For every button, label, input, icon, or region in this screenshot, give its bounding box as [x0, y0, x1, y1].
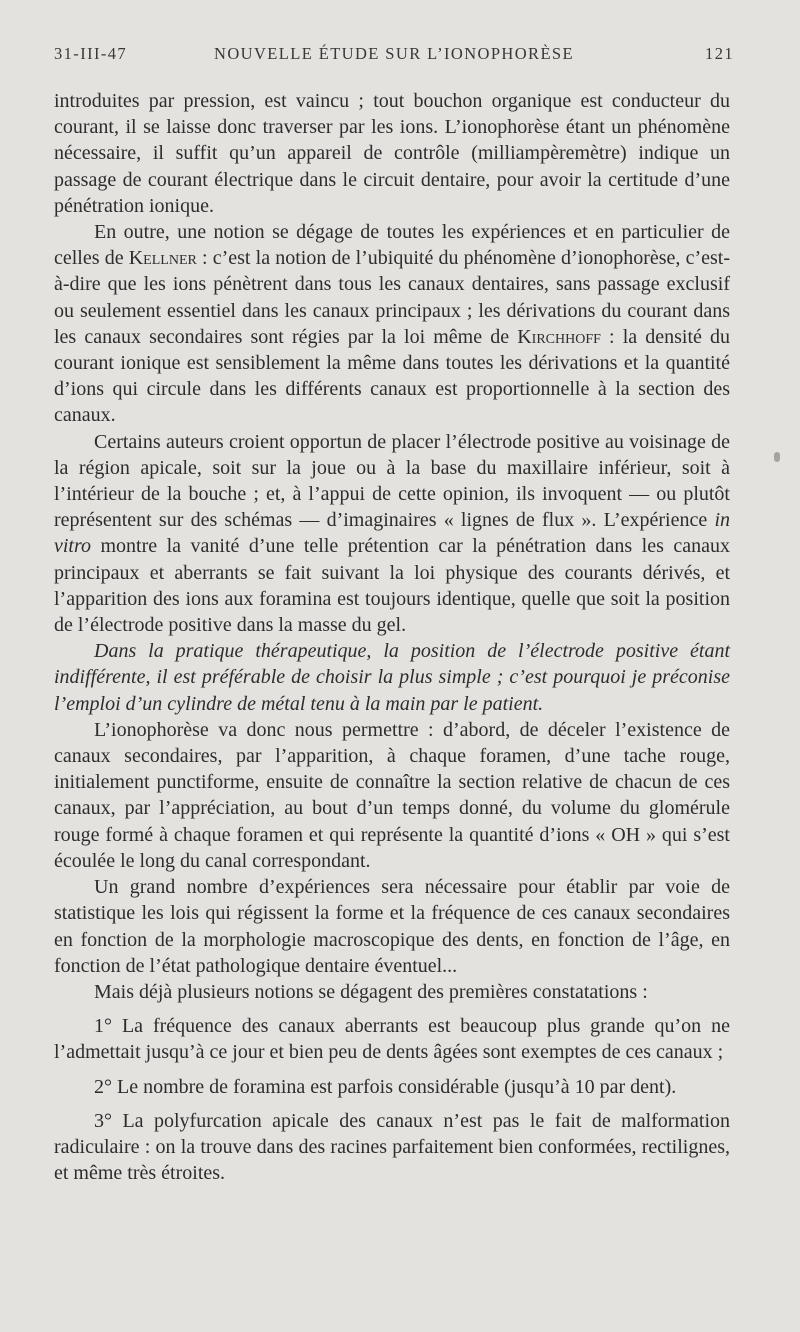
author-name-kirchhoff: Kirchhoff	[517, 325, 601, 348]
paragraph-ionophoresis-use: L’ionophorèse va donc nous permettre : d’abord, de déceler l’existence de canaux secondaires, par l’apparition, à chaque foramen, d’une tache rouge, initialement punctiforme, ensuite de connaître la section relative de chacun de ces canaux, par l’appréciation, au bout d’un temps donné, du volume du glomérule rouge formé à chaque foramen et qui représente la quantité d’ions « OH » qui s’est écoulée le long du canal correspondant.	[54, 718, 730, 872]
paragraph-continuation: introduites par pression, est vaincu ; tout bouchon organique est conducteur du courant, il se laisse donc traverser par les ions. L’ionophorèse étant un phénomène nécessaire, il suffit qu’un appareil de contrôle (milliampèremètre) indique un passage de courant électrique dans le circuit dentaire, pour avoir la certitude d’une pénétration ionique.	[54, 90, 730, 217]
paragraph-ubiquity	[54, 219, 730, 429]
paragraph-therapeutic-practice: Dans la pratique thérapeutique, la position de l’électrode positive étant indifférente, il est préférable de choisir la plus simple ; c’est pourquoi je préconise l’emploi d’un cylindre de métal tenu à la main par le patient.	[54, 640, 730, 715]
list-item-1: 1° La fréquence des canaux aberrants est beaucoup plus grande qu’on ne l’admettait jusqu’à ce jour et bien peu de dents âgées sont exemptes de ces canaux ;	[54, 1015, 730, 1064]
header-left-code: 31-III-47	[54, 44, 128, 63]
text-run: : la densité du courant ionique est sensiblement la même dans toutes les dérivations et la quantité d’ions qui circule dans les différents canaux est proportionnelle à la section des canaux.	[54, 325, 731, 427]
paragraph-experiments: Un grand nombre d’expériences sera nécessaire pour établir par voie de statistique les lois qui régissent la forme et la fréquence de ces canaux secondaires en fonction de la morphologie macroscopique des dents, en fonction de l’âge, en fonction de l’état pathologique dentaire éventuel...	[54, 876, 730, 977]
paper-blemish	[774, 452, 780, 462]
italic-term: in vitro	[54, 509, 730, 558]
page-number: 121	[705, 44, 734, 63]
text-run: Certains auteurs croient opportun de placer l’électrode positive au voisinage de la région apicale, soit sur la joue ou à la base du maxillaire inférieur, soit à l’intérieur de la bouche ; et, à l’appui de cette opinion, ils invoquent — ou plutôt représentent sur des schémas — d’imaginaires « lignes de flux ». L’expérience	[54, 430, 730, 532]
list-item-2: 2° Le nombre de foramina est parfois considérable (jusqu’à 10 par dent).	[94, 1075, 677, 1098]
running-header	[54, 44, 734, 68]
author-name-kellner: Kellner	[128, 247, 197, 270]
text-run: : c’est la notion de l’ubiquité du phénomène d’ionophorèse, c’est-à-dire que les ions pénètrent dans tous les canaux dentaires, sans passage exclusif ou seulement essentiel dans les canaux principaux ; les dérivations du courant dans les canaux secondaires sont régies par la loi même de	[54, 247, 730, 348]
running-title: NOUVELLE ÉTUDE SUR L’IONOPHORÈSE	[214, 44, 574, 63]
text-run: montre la vanité d’une telle prétention car la pénétration dans les canaux principaux et aberrants se fait suivant la loi physique des courants dérivés, et l’apparition des ions aux foramina est toujours identique, quelle que soit la position de l’électrode positive dans la masse du gel.	[54, 535, 730, 637]
paragraph-notions-intro: Mais déjà plusieurs notions se dégagent des premières constatations :	[94, 980, 648, 1003]
paragraph-electrode-position	[54, 429, 730, 639]
page-body	[54, 88, 730, 1186]
text-run: En outre, une notion se dégage de toutes les expériences et en particulier de celles de	[54, 221, 730, 270]
list-item-3: 3° La polyfurcation apicale des canaux n’est pas le fait de malformation radiculaire : on la trouve dans des racines parfaitement bien conformées, rectilignes, et même très étroites.	[54, 1109, 730, 1185]
